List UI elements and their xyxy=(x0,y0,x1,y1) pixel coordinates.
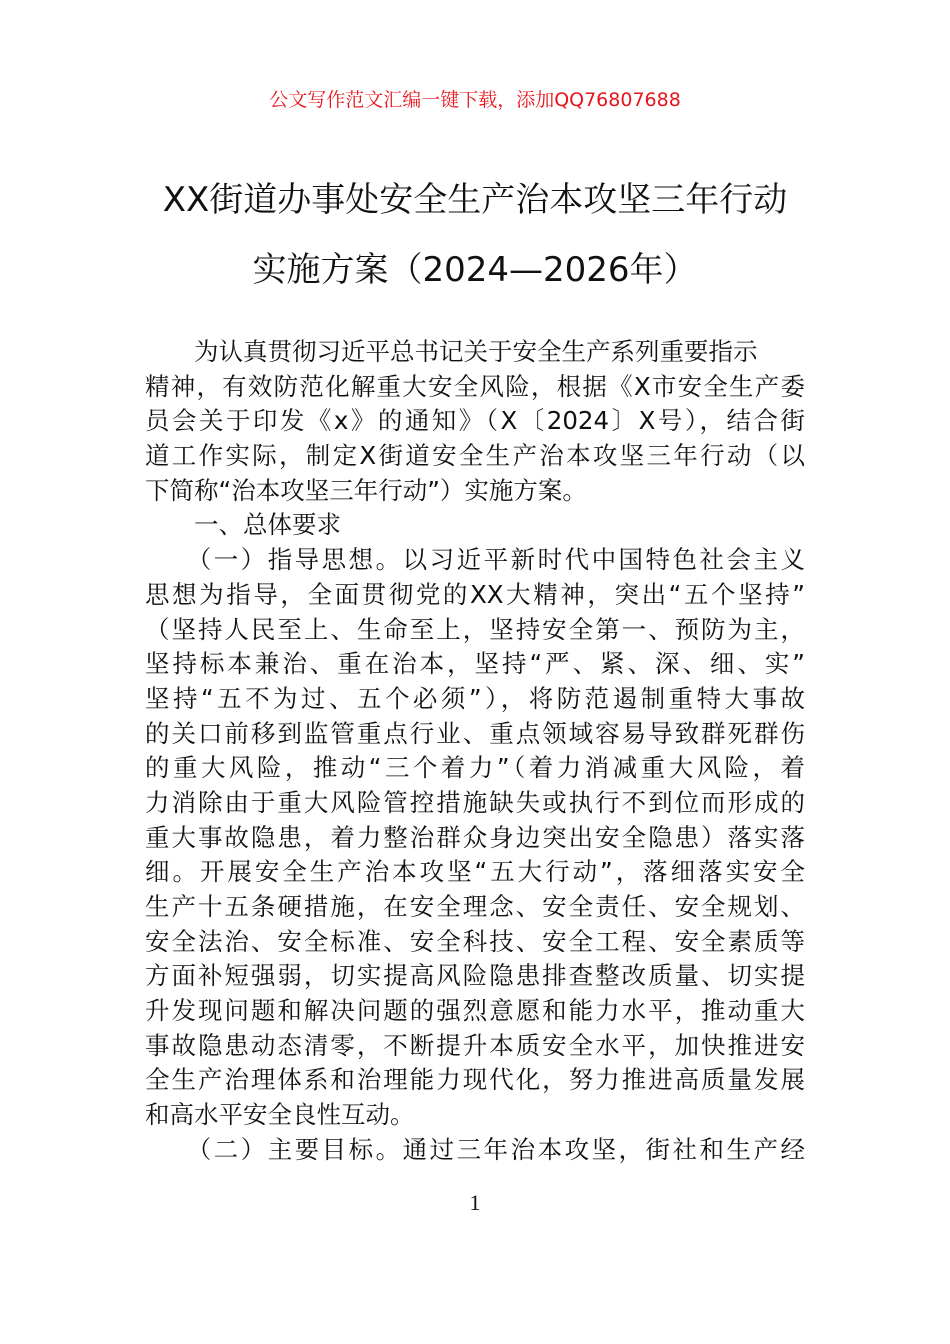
text-line: 的关口前移到监管重点行业、重点领域容易导致群死群伤 xyxy=(145,718,805,748)
text-line: 道工作实际，制定X街道安全生产治本攻坚三年行动（以 xyxy=(145,441,805,471)
text-line: 和高水平安全良性互动。 xyxy=(145,1100,415,1130)
text-line: 精神，有效防范化解重大安全风险，根据《X市安全生产委 xyxy=(145,371,805,401)
document-title-line-1: XX街道办事处安全生产治本攻坚三年行动 xyxy=(162,180,788,220)
section-heading: 一、总体要求 xyxy=(145,510,341,540)
text-line: 方面补短强弱，切实提高风险隐患排查整改质量、切实提 xyxy=(145,961,805,991)
text-line: 为认真贯彻习近平总书记关于安全生产系列重要指示 xyxy=(145,337,758,366)
text-line: 坚持标本兼治、重在治本，坚持“严、紧、深、细、实” xyxy=(145,649,805,679)
text-line: 安全法治、安全标准、安全科技、安全工程、安全素质等 xyxy=(145,926,805,956)
text-line: （坚持人民至上、生命至上，坚持安全第一、预防为主， xyxy=(145,614,805,644)
text-line: 坚持“五不为过、五个必须”），将防范遏制重特大事故 xyxy=(145,683,805,713)
text-line: 的重大风险，推动“三个着力”（着力消减重大风险，着 xyxy=(145,753,805,783)
text-line: 员会关于印发《x》的通知》（X〔2024〕X号），结合街 xyxy=(145,406,805,436)
page-number: 1 xyxy=(469,1190,481,1215)
text-line: 细。开展安全生产治本攻坚“五大行动”，落细落实安全 xyxy=(145,857,805,887)
text-line: 重大事故隐患，着力整治群众身边突出安全隐患）落实落 xyxy=(145,822,805,852)
text-line: 思想为指导，全面贯彻党的XX大精神，突出“五个坚持” xyxy=(145,579,805,609)
text-line: （二）主要目标。通过三年治本攻坚，街社和生产经 xyxy=(145,1134,805,1164)
text-line: 生产十五条硬措施，在安全理念、安全责任、安全规划、 xyxy=(145,892,805,921)
document-body xyxy=(145,335,805,1168)
text-line: 事故隐患动态清零，不断提升本质安全水平，加快推进安 xyxy=(145,1030,805,1060)
text-line: 力消除由于重大风险管控措施缺失或执行不到位而形成的 xyxy=(145,787,805,817)
document-title-line-2: 实施方案（2024—2026年） xyxy=(252,250,698,290)
text-line: 全生产治理体系和治理能力现代化，努力推进高质量发展 xyxy=(145,1065,805,1095)
text-line: 下简称“治本攻坚三年行动”）实施方案。 xyxy=(145,475,587,505)
text-line: 升发现问题和解决问题的强烈意愿和能力水平，推动重大 xyxy=(145,996,805,1026)
text-line: （一）指导思想。以习近平新时代中国特色社会主义 xyxy=(145,545,805,575)
download-watermark: 公文写作范文汇编一键下载，添加QQ76807688 xyxy=(269,89,681,111)
